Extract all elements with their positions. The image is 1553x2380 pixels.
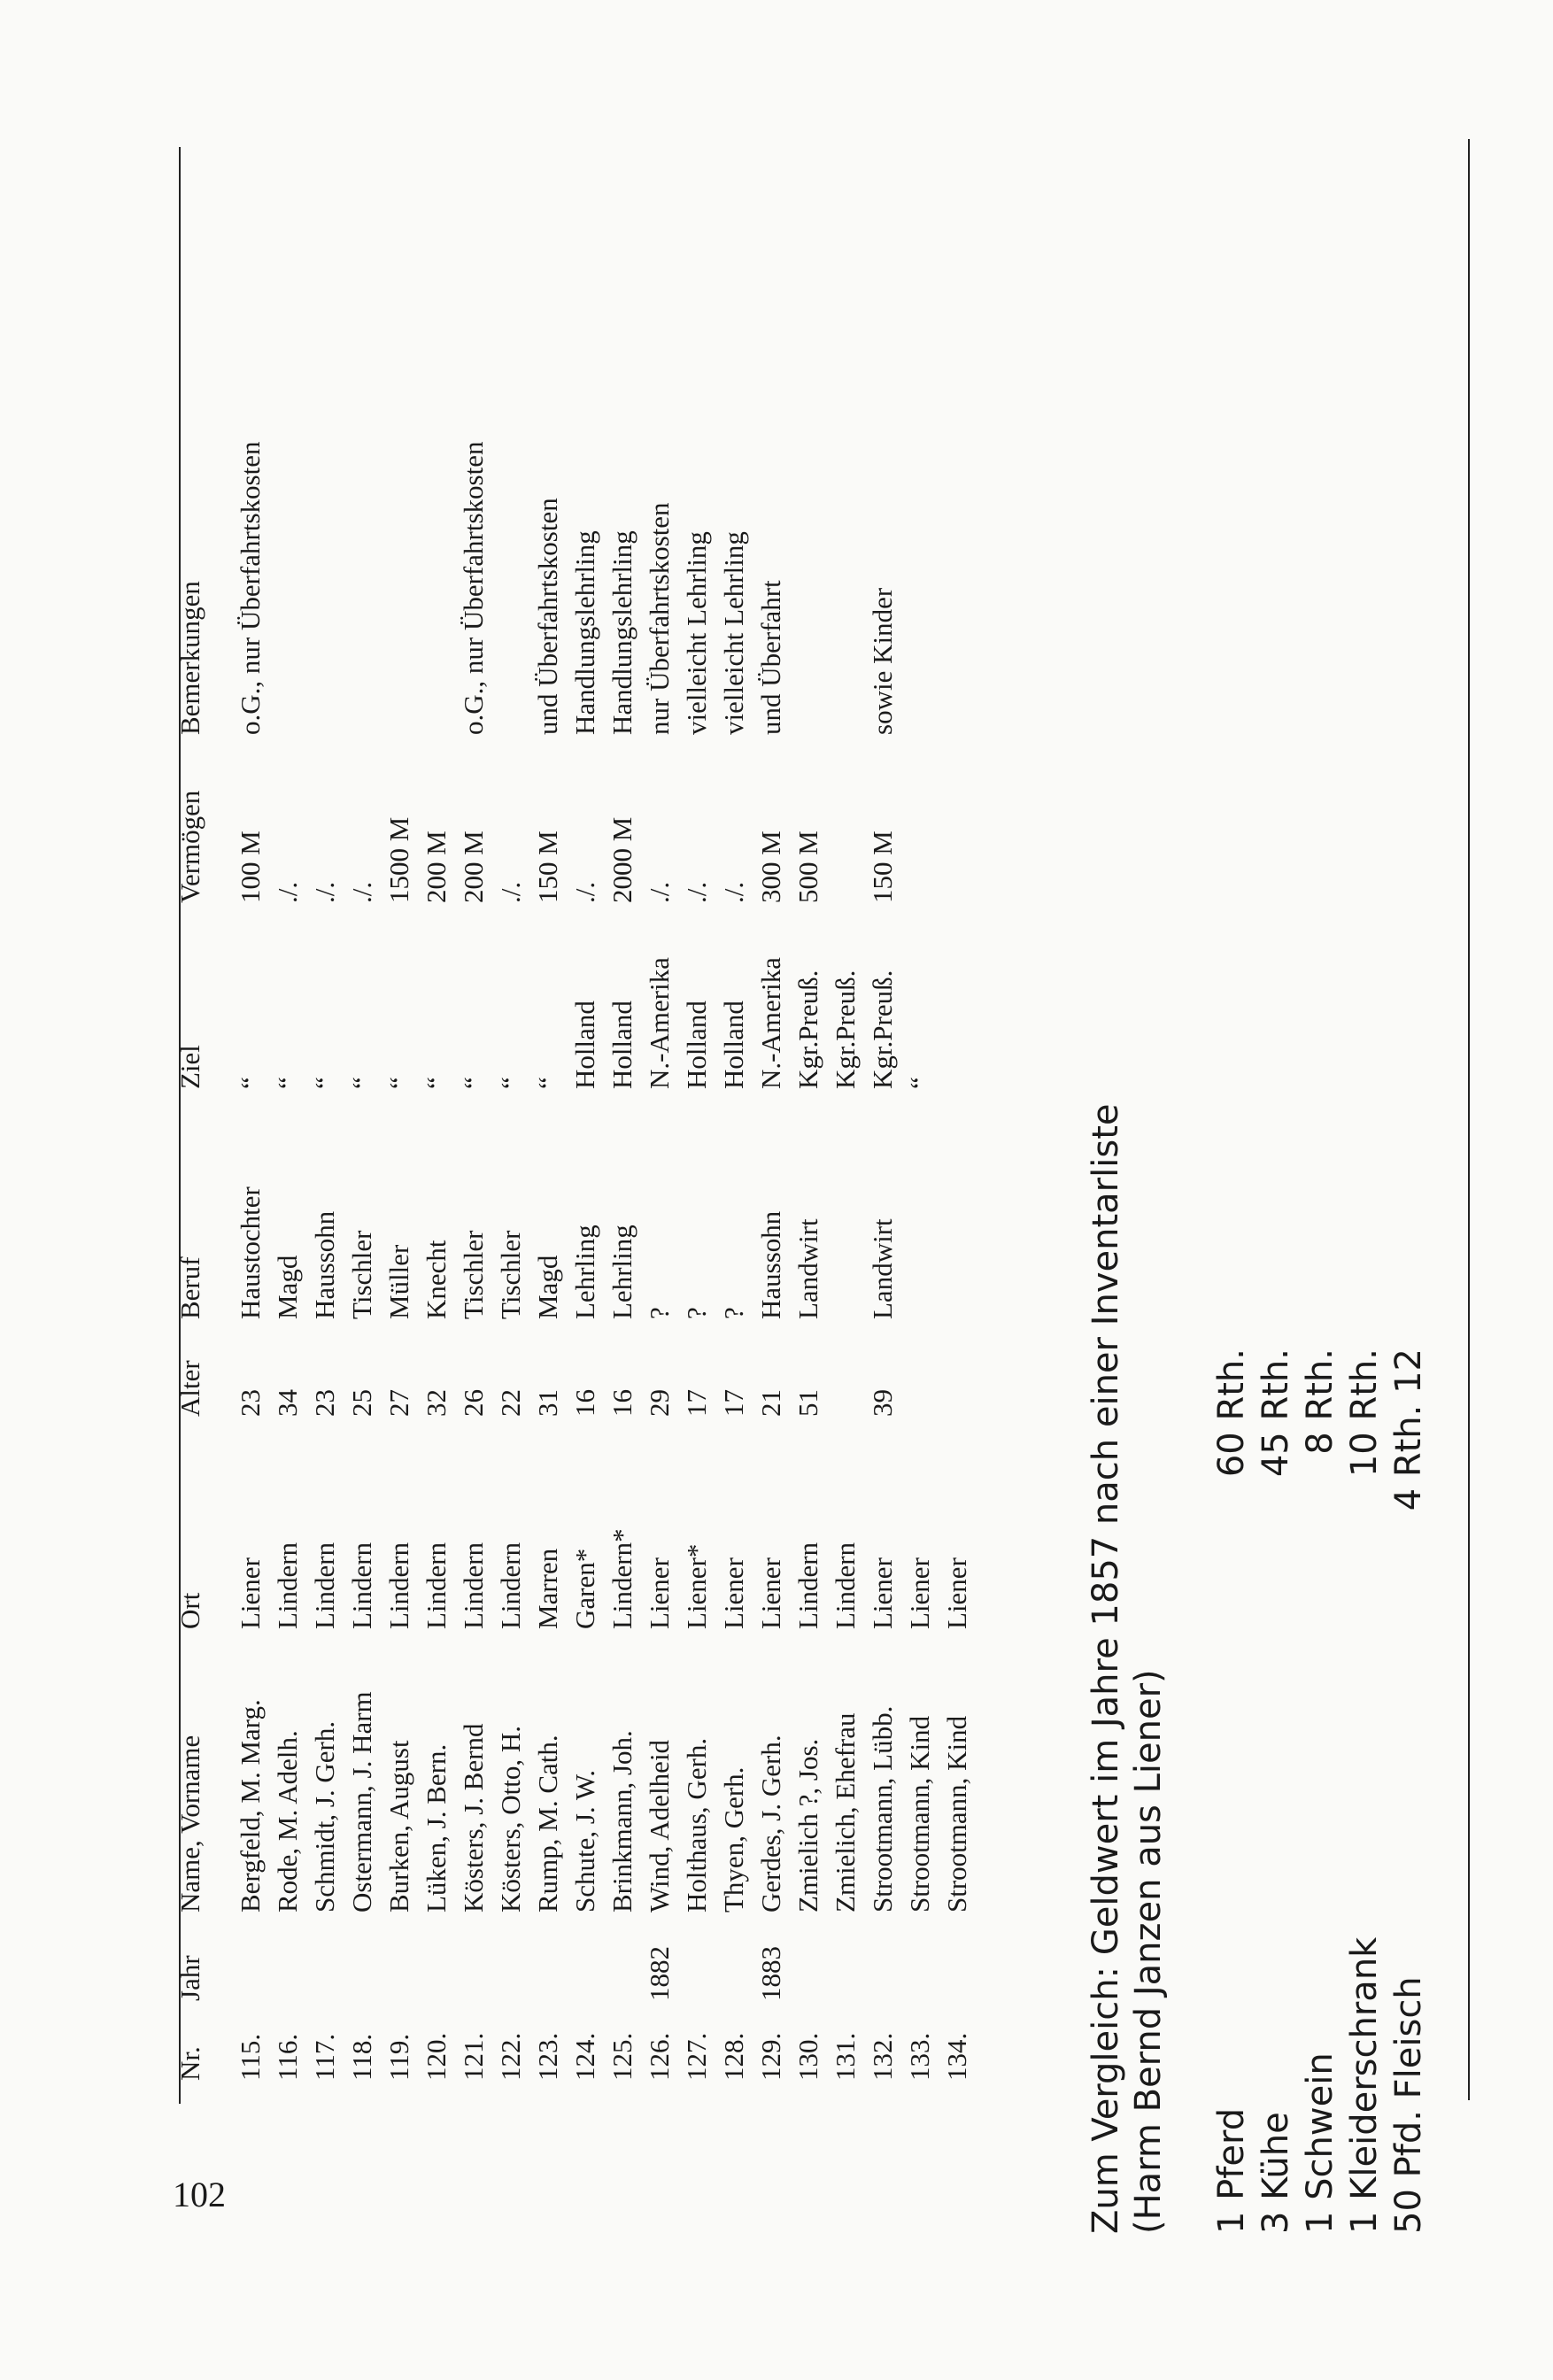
cell-jahr: [827, 1912, 864, 2001]
cell-beruf: ?: [644, 1307, 675, 1319]
cell-alter: 17: [681, 1389, 712, 1417]
cell-bemerkungen: [269, 336, 306, 735]
cell-name: Rump, M. Cath.: [532, 1735, 563, 1912]
header-alter: Alter: [174, 1360, 205, 1417]
cell-nr: 120.: [421, 2032, 452, 2081]
table-row: [529, 336, 567, 2081]
inventory-item-name: 50 Pfd. Fleisch: [1388, 1976, 1429, 2234]
cell-jahr: [269, 1912, 306, 2001]
cell-ort: Liener: [235, 1557, 266, 1629]
cell-bemerkungen: nur Überfahrtskosten: [644, 502, 675, 735]
cell-nr: 125.: [607, 2032, 637, 2081]
cell-alter: 17: [718, 1389, 749, 1417]
cell-ziel: N.-Amerika: [644, 957, 675, 1089]
cell-bemerkungen: sowie Kinder: [867, 587, 898, 735]
cell-alter: [901, 1319, 939, 1417]
cell-vermoegen: [827, 735, 864, 903]
cell-beruf: Landwirt: [867, 1218, 898, 1319]
cell-alter: 23: [235, 1389, 266, 1417]
cell-bemerkungen: [492, 336, 529, 735]
header-ort: Ort: [174, 1592, 205, 1629]
cell-ziel: Holland: [607, 1001, 637, 1089]
header-nr: Nr.: [174, 2046, 205, 2081]
cell-nr: 131.: [830, 2032, 861, 2081]
cell-name: Kösters, J. Bernd: [458, 1723, 489, 1912]
cell-vermoegen: 2000 M: [607, 816, 637, 903]
cell-name: Wind, Adelheid: [644, 1739, 675, 1912]
cell-nr: 116.: [272, 2033, 303, 2081]
cell-nr: 118.: [346, 2033, 377, 2081]
cell-vermoegen: [939, 735, 976, 903]
table-row: [418, 336, 455, 2081]
cell-alter: 22: [495, 1389, 526, 1417]
cell-vermoegen: ./.: [644, 881, 675, 903]
cell-beruf: Haussohn: [755, 1210, 786, 1319]
cell-jahr: [381, 1912, 418, 2001]
cell-beruf: Lehrling: [607, 1225, 637, 1319]
table-row: [567, 336, 604, 2081]
cell-bemerkungen: [381, 336, 418, 735]
table-row: [641, 336, 678, 2081]
cell-jahr: [455, 1912, 492, 2001]
cell-ziel: “: [235, 1077, 266, 1089]
cell-vermoegen: ./.: [718, 881, 749, 903]
cell-vermoegen: 1500 M: [383, 816, 414, 903]
cell-alter: 21: [755, 1389, 786, 1417]
cell-alter: 32: [421, 1389, 452, 1417]
cell-vermoegen: [901, 735, 939, 903]
cell-ort: Marren: [532, 1548, 563, 1629]
inventory-list: [1209, 1348, 1431, 2234]
table-row: [232, 336, 269, 2081]
header-name: Name, Vorname: [174, 1735, 205, 1912]
cell-jahr: [790, 1912, 827, 2001]
cell-alter: [827, 1319, 864, 1417]
cell-vermoegen: 300 M: [755, 831, 786, 903]
cell-ziel: “: [309, 1077, 340, 1089]
table-header-row: [172, 336, 232, 2081]
cell-ort: Liener: [904, 1557, 935, 1629]
cell-name: Brinkmann, Joh.: [607, 1730, 637, 1912]
table-row: [790, 336, 827, 2081]
cell-ort: Liener: [718, 1557, 749, 1629]
inventory-item-name: 1 Schwein: [1300, 2052, 1341, 2234]
cell-nr: 117.: [309, 2033, 340, 2081]
cell-bemerkungen: [939, 336, 976, 735]
cell-alter: 25: [346, 1389, 377, 1417]
cell-jahr: [232, 1912, 269, 2001]
inventory-item-name: 1 Kleiderschrank: [1344, 1936, 1385, 2234]
cell-alter: 23: [309, 1389, 340, 1417]
cell-ort: Garen*: [569, 1548, 600, 1629]
cell-jahr: [604, 1912, 641, 2001]
cell-ziel: “: [495, 1077, 526, 1089]
table-row: [827, 336, 864, 2081]
cell-nr: 121.: [458, 2032, 489, 2081]
comparison-title-line2: (Harm Bernd Janzen aus Liener): [1128, 1669, 1169, 2234]
cell-ort: Liener*: [681, 1543, 712, 1629]
cell-beruf: Magd: [532, 1255, 563, 1319]
cell-vermoegen: ./.: [681, 881, 712, 903]
cell-name: Ostermann, J. Harm: [346, 1691, 377, 1912]
inventory-item-value: 60 Rth.: [1211, 1348, 1252, 1478]
inventory-item-value: 4 Rth. 12: [1388, 1348, 1429, 1511]
inventory-item: [1209, 1348, 1254, 2234]
cell-name: Bergfeld, M. Marg.: [235, 1699, 266, 1912]
cell-vermoegen: 100 M: [235, 831, 266, 903]
table-row: [939, 336, 976, 2081]
cell-beruf: Knecht: [421, 1240, 452, 1319]
cell-bemerkungen: [418, 336, 455, 735]
cell-alter: 29: [644, 1389, 675, 1417]
cell-ort: Lindern*: [607, 1528, 637, 1629]
header-jahr: Jahr: [174, 1955, 205, 2001]
cell-vermoegen: ./.: [272, 881, 303, 903]
table-row: [455, 336, 492, 2081]
table-row: [344, 336, 381, 2081]
cell-nr: 115.: [235, 2033, 266, 2081]
cell-name: Schute, J. W.: [569, 1769, 600, 1912]
page-number: 102: [173, 2175, 226, 2214]
cell-bemerkungen: und Überfahrtskosten: [532, 498, 563, 735]
inventory-item: [1342, 1348, 1387, 2234]
cell-ziel: “: [904, 1077, 935, 1089]
cell-name: Zmielich ?, Jos.: [792, 1738, 823, 1912]
cell-vermoegen: ./.: [346, 881, 377, 903]
cell-ziel: “: [421, 1077, 452, 1089]
inventory-item-value: 8 Rth.: [1300, 1348, 1341, 1455]
cell-ort: Liener: [867, 1557, 898, 1629]
cell-bemerkungen: [901, 336, 939, 735]
inventory-item-name: 3 Kühe: [1256, 2112, 1296, 2234]
cell-vermoegen: ./.: [569, 881, 600, 903]
cell-nr: 134.: [941, 2032, 972, 2081]
cell-ziel: [939, 903, 976, 1089]
cell-alter: 39: [867, 1389, 898, 1417]
cell-nr: 124.: [569, 2032, 600, 2081]
cell-ort: Lindern: [272, 1542, 303, 1629]
cell-nr: 129.: [755, 2032, 786, 2081]
cell-jahr: [306, 1912, 344, 2001]
cell-ziel: Holland: [718, 1001, 749, 1089]
cell-jahr: 1883: [755, 1946, 786, 2001]
cell-ziel: Holland: [681, 1001, 712, 1089]
rotated-page-content: [0, 159, 1553, 2380]
table-row: [715, 336, 753, 2081]
cell-bemerkungen: und Überfahrt: [755, 580, 786, 735]
cell-alter: 34: [272, 1389, 303, 1417]
cell-ziel: N.-Amerika: [755, 957, 786, 1089]
cell-bemerkungen: vielleicht Lehrling: [681, 531, 712, 735]
cell-nr: 126.: [644, 2032, 675, 2081]
cell-jahr: [939, 1912, 976, 2001]
table-row: [604, 336, 641, 2081]
header-vermoegen: Vermögen: [174, 790, 205, 903]
cell-ort: Liener: [941, 1557, 972, 1629]
cell-alter: 31: [532, 1389, 563, 1417]
cell-nr: 130.: [792, 2032, 823, 2081]
cell-ort: Liener: [755, 1557, 786, 1629]
cell-ort: Lindern: [421, 1542, 452, 1629]
cell-nr: 119.: [383, 2033, 414, 2081]
table-row: [492, 336, 529, 2081]
cell-bemerkungen: Handlungslehrling: [607, 530, 637, 735]
cell-nr: 128.: [718, 2032, 749, 2081]
header-beruf: Beruf: [174, 1256, 205, 1319]
cell-name: Gerdes, J. Gerh.: [755, 1735, 786, 1912]
cell-name: Schmidt, J. Gerh.: [309, 1720, 340, 1912]
cell-bemerkungen: Handlungslehrling: [569, 530, 600, 735]
cell-ziel: “: [346, 1077, 377, 1089]
cell-ort: Liener: [644, 1557, 675, 1629]
cell-name: Rode, M. Adelh.: [272, 1730, 303, 1912]
inventory-item-name: 1 Pferd: [1211, 2107, 1252, 2234]
cell-jahr: [492, 1912, 529, 2001]
cell-ziel: “: [532, 1077, 563, 1089]
cell-beruf: Tischler: [495, 1230, 526, 1319]
table-row: [864, 336, 901, 2081]
inventory-item-value: 45 Rth.: [1256, 1348, 1296, 1478]
cell-name: Burken, August: [383, 1740, 414, 1912]
inventory-item: [1254, 1348, 1298, 2234]
cell-jahr: [344, 1912, 381, 2001]
cell-beruf: [901, 1089, 939, 1319]
cell-vermoegen: 500 M: [792, 831, 823, 903]
cell-beruf: Tischler: [458, 1230, 489, 1319]
cell-vermoegen: 200 M: [421, 831, 452, 903]
cell-bemerkungen: o.G., nur Überfahrtskosten: [458, 441, 489, 735]
table-row: [381, 336, 418, 2081]
cell-vermoegen: 150 M: [532, 831, 563, 903]
cell-alter: [939, 1319, 976, 1417]
cell-alter: 51: [792, 1389, 823, 1417]
cell-jahr: [418, 1912, 455, 2001]
cell-ort: Lindern: [309, 1542, 340, 1629]
cell-jahr: [864, 1912, 901, 2001]
cell-beruf: Landwirt: [792, 1218, 823, 1319]
cell-beruf: Tischler: [346, 1230, 377, 1319]
cell-beruf: Magd: [272, 1255, 303, 1319]
cell-ziel: Kgr.Preuß.: [867, 970, 898, 1089]
cell-beruf: [827, 1089, 864, 1319]
cell-name: Holthaus, Gerh.: [681, 1737, 712, 1912]
cell-beruf: Lehrling: [569, 1225, 600, 1319]
cell-alter: 16: [607, 1389, 637, 1417]
cell-beruf: Müller: [383, 1244, 414, 1319]
cell-ort: Lindern: [458, 1542, 489, 1629]
cell-name: Lüken, J. Bern.: [421, 1743, 452, 1912]
cell-jahr: 1882: [644, 1946, 675, 2001]
cell-alter: 16: [569, 1389, 600, 1417]
cell-vermoegen: 200 M: [458, 831, 489, 903]
cell-nr: 122.: [495, 2032, 526, 2081]
cell-jahr: [678, 1912, 715, 2001]
cell-name: Strootmann, Lübb.: [867, 1705, 898, 1912]
cell-jahr: [715, 1912, 753, 2001]
table-row: [269, 336, 306, 2081]
header-bemerkungen: Bemerkungen: [174, 581, 205, 735]
cell-bemerkungen: [790, 336, 827, 735]
cell-bemerkungen: [306, 336, 344, 735]
cell-vermoegen: 150 M: [867, 831, 898, 903]
cell-vermoegen: ./.: [495, 881, 526, 903]
cell-alter: 26: [458, 1389, 489, 1417]
cell-name: Strootmann, Kind: [941, 1715, 972, 1912]
table-row: [306, 336, 344, 2081]
table-row: [901, 336, 939, 2081]
bottom-rule: [1468, 139, 1470, 2100]
cell-name: Zmielich, Ehefrau: [830, 1712, 861, 1912]
cell-beruf: ?: [718, 1307, 749, 1319]
cell-bemerkungen: [827, 336, 864, 735]
cell-alter: 27: [383, 1389, 414, 1417]
cell-ziel: “: [272, 1077, 303, 1089]
table-row: [753, 336, 790, 2081]
cell-beruf: Haussohn: [309, 1210, 340, 1319]
cell-jahr: [529, 1912, 567, 2001]
cell-ort: Lindern: [495, 1542, 526, 1629]
cell-bemerkungen: o.G., nur Überfahrtskosten: [235, 441, 266, 735]
table-row: [678, 336, 715, 2081]
cell-ort: Lindern: [792, 1542, 823, 1629]
cell-ziel: Holland: [569, 1001, 600, 1089]
cell-name: Strootmann, Kind: [904, 1715, 935, 1912]
cell-vermoegen: ./.: [309, 881, 340, 903]
cell-jahr: [567, 1912, 604, 2001]
cell-ziel: Kgr.Preuß.: [792, 970, 823, 1089]
cell-beruf: [939, 1089, 976, 1319]
cell-ziel: Kgr.Preuß.: [830, 970, 861, 1089]
cell-bemerkungen: vielleicht Lehrling: [718, 531, 749, 735]
cell-ziel: “: [383, 1077, 414, 1089]
cell-nr: 123.: [532, 2032, 563, 2081]
cell-ort: Lindern: [830, 1542, 861, 1629]
cell-nr: 127.: [681, 2032, 712, 2081]
cell-name: Kösters, Otto, H.: [495, 1726, 526, 1912]
cell-ort: Lindern: [383, 1542, 414, 1629]
comparison-heading: [1085, 906, 1170, 2234]
inventory-item: [1298, 1348, 1342, 2234]
cell-ziel: “: [458, 1077, 489, 1089]
inventory-item-value: 10 Rth.: [1344, 1348, 1385, 1478]
comparison-title-line1: Zum Vergleich: Geldwert im Jahre 1857 nach einer Inventarliste: [1086, 1103, 1126, 2234]
cell-beruf: Haustochter: [235, 1186, 266, 1319]
header-ziel: Ziel: [174, 1045, 205, 1089]
inventory-item: [1387, 1348, 1431, 2234]
cell-nr: 132.: [867, 2032, 898, 2081]
cell-ort: Lindern: [346, 1542, 377, 1629]
cell-nr: 133.: [904, 2032, 935, 2081]
cell-jahr: [901, 1912, 939, 2001]
emigrant-table: [172, 336, 976, 2081]
cell-beruf: ?: [681, 1307, 712, 1319]
cell-name: Thyen, Gerh.: [718, 1766, 749, 1912]
cell-bemerkungen: [344, 336, 381, 735]
